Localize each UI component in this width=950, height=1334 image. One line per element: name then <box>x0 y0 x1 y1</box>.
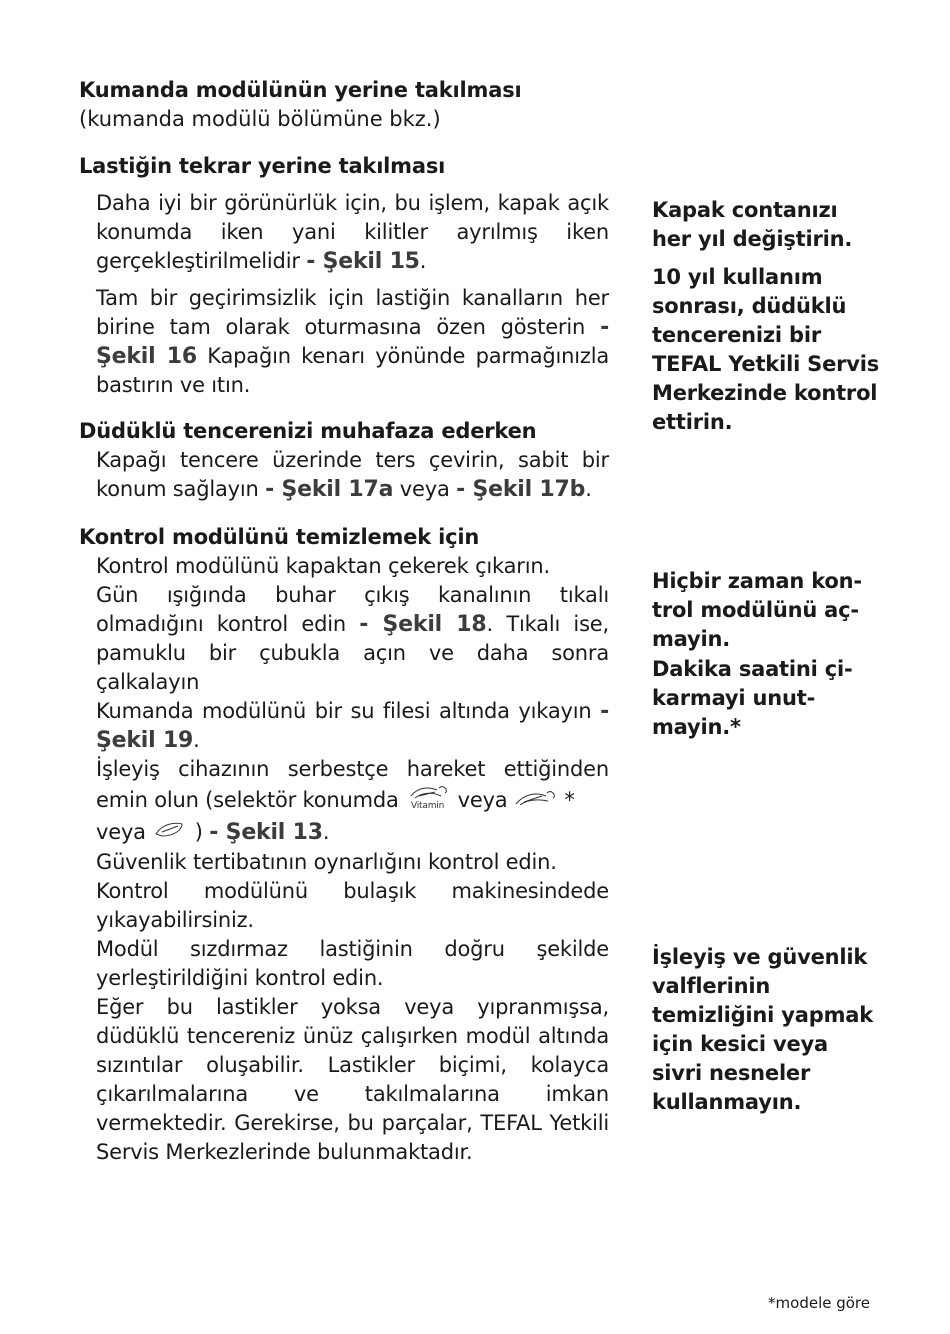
section-title-storage: Düdüklü tencerenizi muhafaza ederken <box>79 419 537 443</box>
svg-text:Vitamin: Vitamin <box>411 801 445 810</box>
cleaning-step-1: Kontrol modülünü kapaktan çekerek çıkarın. <box>96 554 550 578</box>
steam-icon <box>514 787 558 816</box>
cleaning-step-5: Güvenlik tertibatının oynarlığını kontrol edin. <box>96 850 557 874</box>
side-note-service-check: 10 yıl kullanım sonrası, düdüklü tencerenizi bir TEFAL Yetkili Servis Merkezinde kontrol ettirin. <box>652 265 880 434</box>
section-subtitle-module-refit: (kumanda modülü bölümüne bkz.) <box>79 107 441 131</box>
cleaning-step-8: Eğer bu lastikler yoksa veya yıpranmışsa, düdüklü tencereniz ünüz çalışırken modül altında sızıntılar oluşabilir. Lastikler biçimi, kolayca çıkarılmalarına ve takılmalarına imkan vermektedir. Gerekirse, bu parçalar, TEFAL Yetkili Servis Merkezlerinde bulunmaktadır. <box>96 995 609 1164</box>
storage-paragraph: Kapağı tencere üzerinde ters çevirin, sabit bir konum sağlayın - Şekil 17a veya - Şekil 17b. <box>96 448 609 502</box>
figure-ref-16: - Şekil 16 <box>96 315 609 369</box>
figure-ref-17a: - Şekil 17a <box>265 477 394 502</box>
cleaning-step-2: Gün ışığında buhar çıkış kanalının tıkalı olmadığını kontrol edin - Şekil 18. Tıkalı ise, pamuklu bir çubukla açın ve daha sonra çalkalayın <box>96 583 610 694</box>
side-note-do-not-open: Hiçbir zaman kon-trol modülünü aç-mayin. <box>652 569 862 651</box>
section-title-module-refit: Kumanda modülünün yerine takılması <box>79 78 522 102</box>
figure-ref-18: - Şekil 18 <box>359 612 487 637</box>
section-title-gasket-refit: Lastiğin tekrar yerine takılması <box>79 154 446 178</box>
footnote: *modele göre <box>768 1294 870 1312</box>
vitamin-steam-icon <box>405 784 451 818</box>
cleaning-step-3: Kumanda modülünü bir su filesi altında yıkayın - Şekil 19. <box>96 699 609 753</box>
figure-ref-17b: - Şekil 17b <box>456 477 586 502</box>
gasket-paragraph-2: Tam bir geçirimsizlik için lastiğin kanalların her birine tam olarak oturmasına özen gösterin - Şekil 16 Kapağın kenarı yönünde parmağınızla bastırın ve ıtın. <box>96 286 609 397</box>
side-note-valve-cleaning: İşleyiş ve güvenlik valflerinin temizliğini yapmak için kesici veya sivri nesneler kullanmayın. <box>652 945 873 1114</box>
side-note-timer: Dakika saatini çi-karmayi unut-mayin.* <box>652 657 853 739</box>
steam-basket-icon <box>152 818 188 848</box>
figure-ref-19: - Şekil 19 <box>96 699 609 753</box>
figure-ref-15: - Şekil 15 <box>306 249 420 274</box>
main-column <box>79 76 609 1167</box>
figure-ref-13: - Şekil 13 <box>209 820 323 845</box>
cleaning-step-6: Kontrol modülünü bulaşık makinesindede yıkayabilirsiniz. <box>96 879 609 932</box>
gasket-paragraph-1: Daha iyi bir görünürlük için, bu işlem, kapak açık konumda iken yani kilitler ayrılmış iken gerçekleştirilmelidir - Şekil 15. <box>96 191 609 274</box>
cleaning-step-7: Modül sızdırmaz lastiğinin doğru şekilde yerleştirildiğini kontrol edin. <box>96 937 609 990</box>
section-title-cleaning: Kontrol modülünü temizlemek için <box>79 525 480 549</box>
side-note-gasket-replace: Kapak contanızı her yıl değiştirin. <box>652 198 853 251</box>
cleaning-step-4: İşleyiş cihazının serbestçe hareket ettiğinden emin olun (selektör konumda Vitamin veya * veya ) - Şekil 13. <box>96 755 609 848</box>
